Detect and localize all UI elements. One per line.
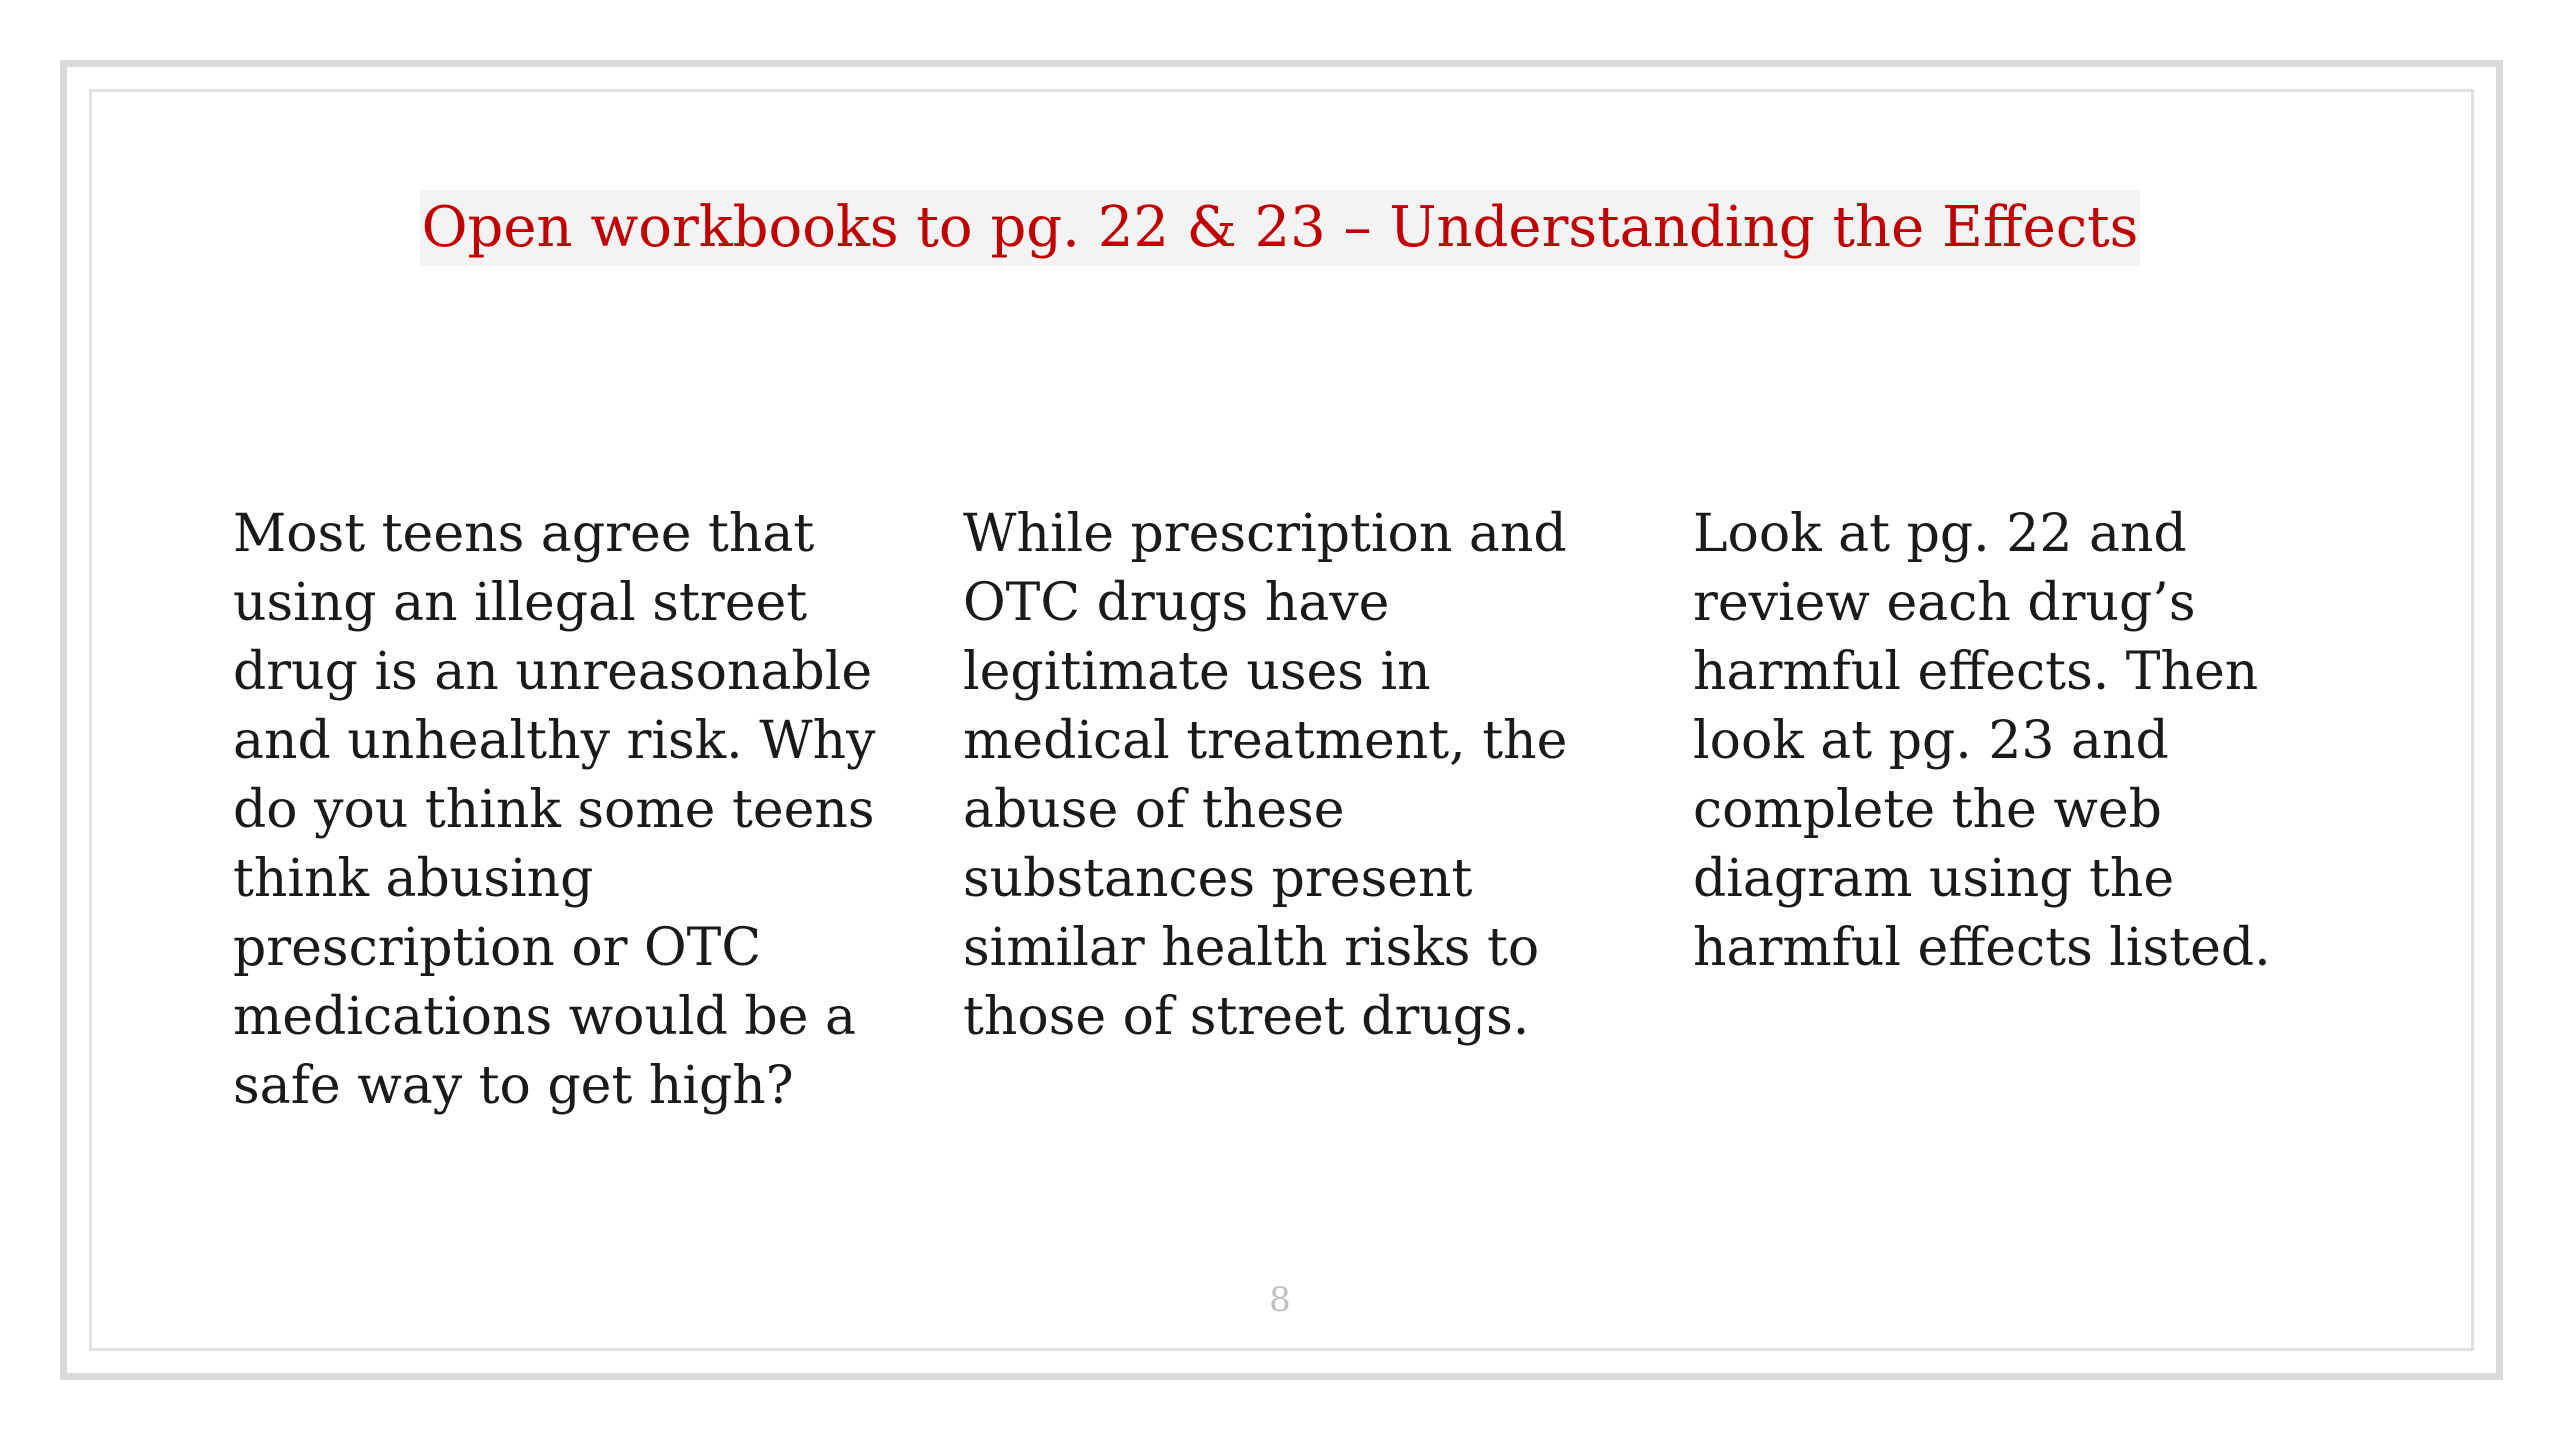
text-column-2: While prescription and OTC drugs have legitimate uses in medical treatment, the abuse of these substances present similar health risks to those of street drugs. <box>963 504 1568 1047</box>
text-column-1: Most teens agree that using an illegal street drug is an unreasonable and unhealthy risk. Why do you think some teens think abusing prescription or OTC medications would be a safe way to get high? <box>233 504 876 1116</box>
page-number: 8 <box>1269 1280 1291 1320</box>
text-column-3: Look at pg. 22 and review each drug’s harmful effects. Then look at pg. 23 and complete the web diagram using the harmful effects listed. <box>1693 504 2271 978</box>
slide-title: Open workbooks to pg. 22 & 23 – Understanding the Effects <box>420 190 2141 266</box>
title-container <box>0 190 2560 266</box>
